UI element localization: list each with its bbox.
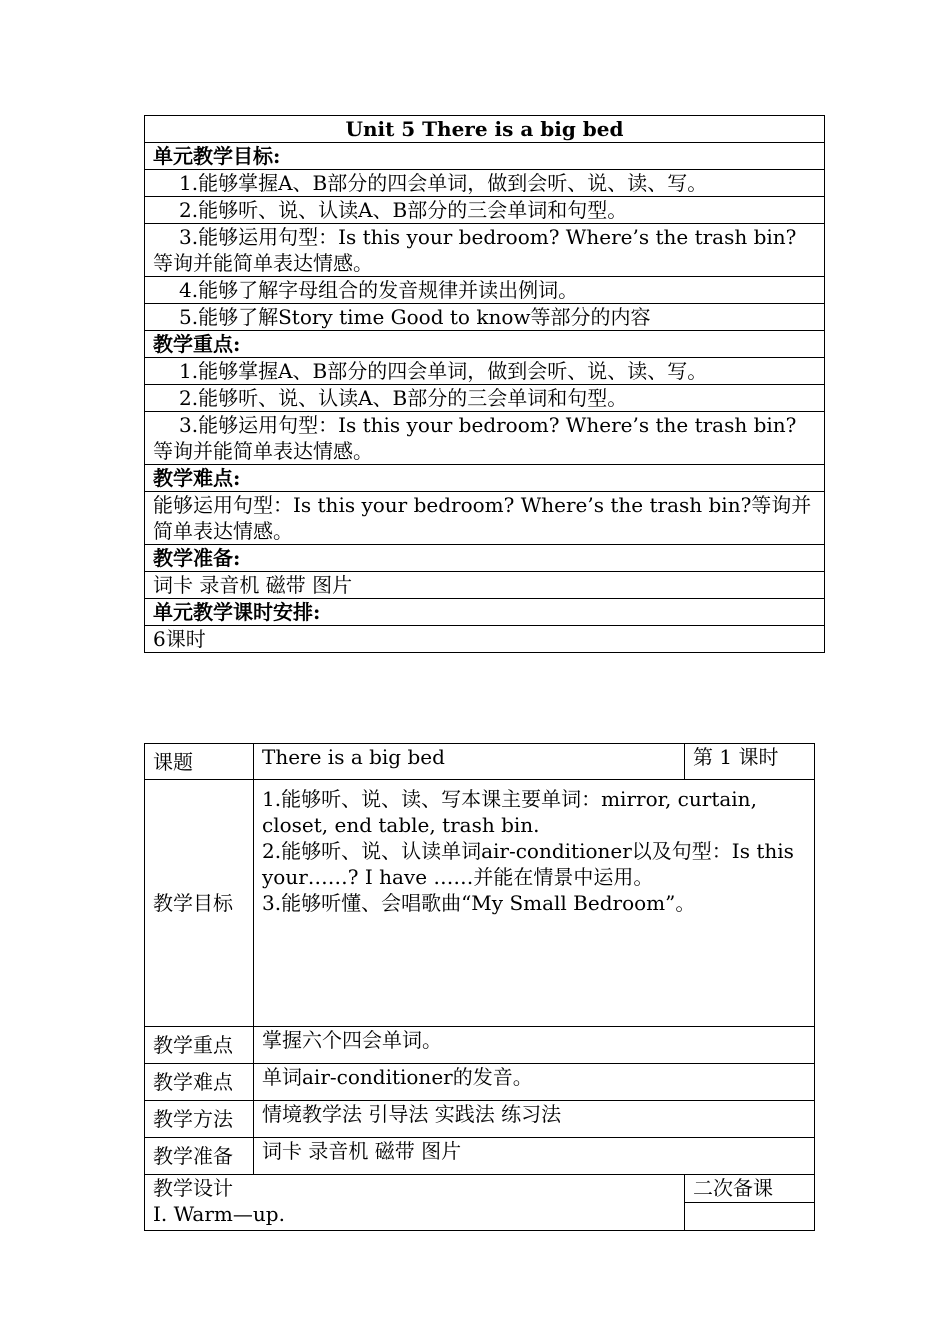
period-value: 第 1 课时 <box>685 744 815 780</box>
goal-item: 2.能够听、说、认读A、B部分的三会单词和句型。 <box>145 197 825 224</box>
key-points-heading: 教学重点: <box>145 331 825 358</box>
key-point-item: 2.能够听、说、认读A、B部分的三会单词和句型。 <box>145 385 825 412</box>
difficulty-value: 单词air-conditioner的发音。 <box>254 1064 815 1101</box>
objectives-label: 教学目标 <box>145 780 254 1027</box>
goals-heading: 单元教学目标: <box>145 143 825 170</box>
schedule-heading: 单元教学课时安排: <box>145 599 825 626</box>
key-point-item: 1.能够掌握A、B部分的四会单词，做到会听、说、读、写。 <box>145 358 825 385</box>
objectives-text <box>254 780 815 1027</box>
goal-item: 3.能够运用句型：Is this your bedroom? Where’s the trash bin?等询并能简单表达情感。 <box>145 224 825 277</box>
goal-item: 1.能够掌握A、B部分的四会单词，做到会听、说、读、写。 <box>145 170 825 197</box>
topic-label: 课题 <box>145 744 254 780</box>
objective-item: 2.能够听、说、认读单词air-conditioner以及句型：Is this <box>262 839 794 863</box>
method-value: 情境教学法 引导法 实践法 练习法 <box>254 1101 815 1138</box>
design-first-step: I. Warm—up. <box>153 1202 285 1226</box>
lesson-plan-table <box>144 743 815 1231</box>
prep-label: 教学准备 <box>145 1138 254 1175</box>
prep-value: 词卡 录音机 磁带 图片 <box>254 1138 815 1175</box>
preparation-heading: 教学准备: <box>145 545 825 572</box>
key-value: 掌握六个四会单词。 <box>254 1027 815 1064</box>
objective-item: 3.能够听懂、会唱歌曲“My Small Bedroom”。 <box>262 891 696 915</box>
difficulties-heading: 教学难点: <box>145 465 825 492</box>
difficulty-label: 教学难点 <box>145 1064 254 1101</box>
secondary-cell <box>685 1175 815 1231</box>
objective-item: your……? I have ……并能在情景中运用。 <box>262 865 654 889</box>
difficulties-text: 能够运用句型：Is this your bedroom? Where’s the trash bin?等询并简单表达情感。 <box>145 492 825 545</box>
secondary-blank <box>685 1203 814 1230</box>
key-point-item: 3.能够运用句型：Is this your bedroom? Where’s the trash bin?等询并能简单表达情感。 <box>145 412 825 465</box>
secondary-label: 二次备课 <box>685 1175 814 1203</box>
design-cell <box>145 1175 685 1231</box>
objective-item: 1.能够听、说、读、写本课主要单词：mirror, curtain, closet, end table, trash bin. <box>262 787 757 837</box>
preparation-text: 词卡 录音机 磁带 图片 <box>145 572 825 599</box>
topic-value: There is a big bed <box>254 744 685 780</box>
method-label: 教学方法 <box>145 1101 254 1138</box>
goal-item: 4.能够了解字母组合的发音规律并读出例词。 <box>145 277 825 304</box>
unit-title: Unit 5 There is a big bed <box>145 116 825 143</box>
key-label: 教学重点 <box>145 1027 254 1064</box>
unit-plan-table <box>144 115 825 653</box>
design-label: 教学设计 <box>153 1176 233 1200</box>
goal-item: 5.能够了解Story time Good to know等部分的内容 <box>145 304 825 331</box>
schedule-text: 6课时 <box>145 626 825 653</box>
